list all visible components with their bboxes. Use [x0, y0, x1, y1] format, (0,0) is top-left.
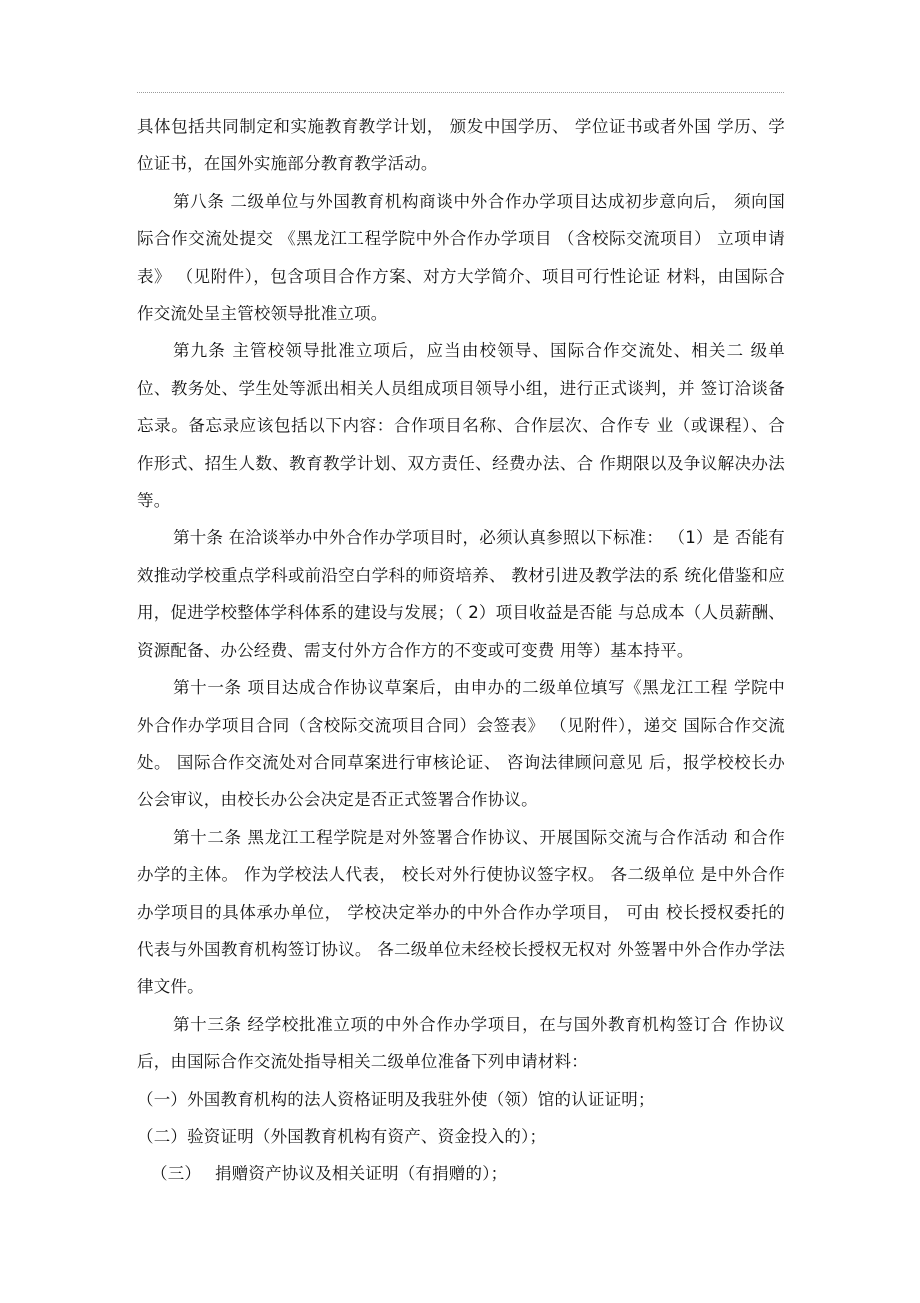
article-11: 第十一条 项目达成合作协议草案后，由申办的二级单位填写《黑龙江工程 学院中外合作办学项目合同（含校际交流项目合同）会签表》 （见附件），递交 国际合作交流处。 国际合作交流处对合同草案进行审核论证、 咨询法律顾问意见 后，报学校校长办公会审议，由校长办公会决定是否正式签署合作协议。: [137, 678, 785, 810]
list-item-3: [137, 1155, 785, 1192]
article-9: 第九条 主管校领导批准立项后，应当由校领导、国际合作交流处、相关二 级单位、教务处、学生处等派出相关人员组成项目领导小组，进行正式谈判，并 签订洽谈备忘录。备忘录应该包括以下内容：合作项目名称、合作层次、合作专 业（或课程）、合作形式、招生人数、教育教学计划、双方责任、经费办法、合 作期限以及争议解决办法等。: [137, 341, 785, 511]
list-item-3-number: （三）: [151, 1164, 202, 1184]
paragraph-continuation: 具体包括共同制定和实施教育教学计划， 颁发中国学历、 学位证书或者外国 学历、学位证书，在国外实施部分教育教学活动。: [137, 117, 785, 174]
list-item-2: （二）验资证明（外国教育机构有资产、资金投入的）；: [137, 1126, 547, 1146]
article-13: 第十三条 经学校批准立项的中外合作办学项目，在与国外教育机构签订合 作协议后，由国际合作交流处指导相关二级单位准备下列申请材料：: [137, 1014, 785, 1072]
article-12: 第十二条 黑龙江工程学院是对外签署合作协议、开展国际交流与合作活动 和合作办学的主体。 作为学校法人代表， 校长对外行使协议签字权。 各二级单位 是中外合作办学项目的具体承办单位， 学校决定举办的中外合作办学项目， 可由 校长授权委托的代表与外国教育机构签订协议。 各二级单位未经校长授权无权对 外签署中外合作办学法律文件。: [137, 827, 785, 997]
list-item-3-text: 捐赠资产协议及相关证明（有捐赠的）；: [215, 1164, 508, 1184]
document-body: [137, 108, 785, 1193]
article-8: 第八条 二级单位与外国教育机构商谈中外合作办学项目达成初步意向后， 须向国际合作交流处提交 《黑龙江工程学院中外合作办学项目 （含校际交流项目） 立项申请表》 （见附件），包含项目合作方案、对方大学简介、项目可行性论证 材料，由国际合作交流处呈主管校领导批准立项。: [137, 191, 785, 324]
article-10: 第十条 在洽谈举办中外合作办学项目时，必须认真参照以下标准： （1）是 否能有效推动学校重点学科或前沿空白学科的师资培养、 教材引进及教学法的系 统化借鉴和应用，促进学校整体学科体系的建设与发展；（ 2）项目收益是否能 与总成本（人员薪酬、资源配备、办公经费、需支付外方合作方的不变或可变费 用等）基本持平。: [137, 528, 785, 660]
header-divider: [137, 92, 784, 93]
list-item-1: （一）外国教育机构的法人资格证明及我驻外使（领）馆的认证证明；: [137, 1089, 655, 1109]
